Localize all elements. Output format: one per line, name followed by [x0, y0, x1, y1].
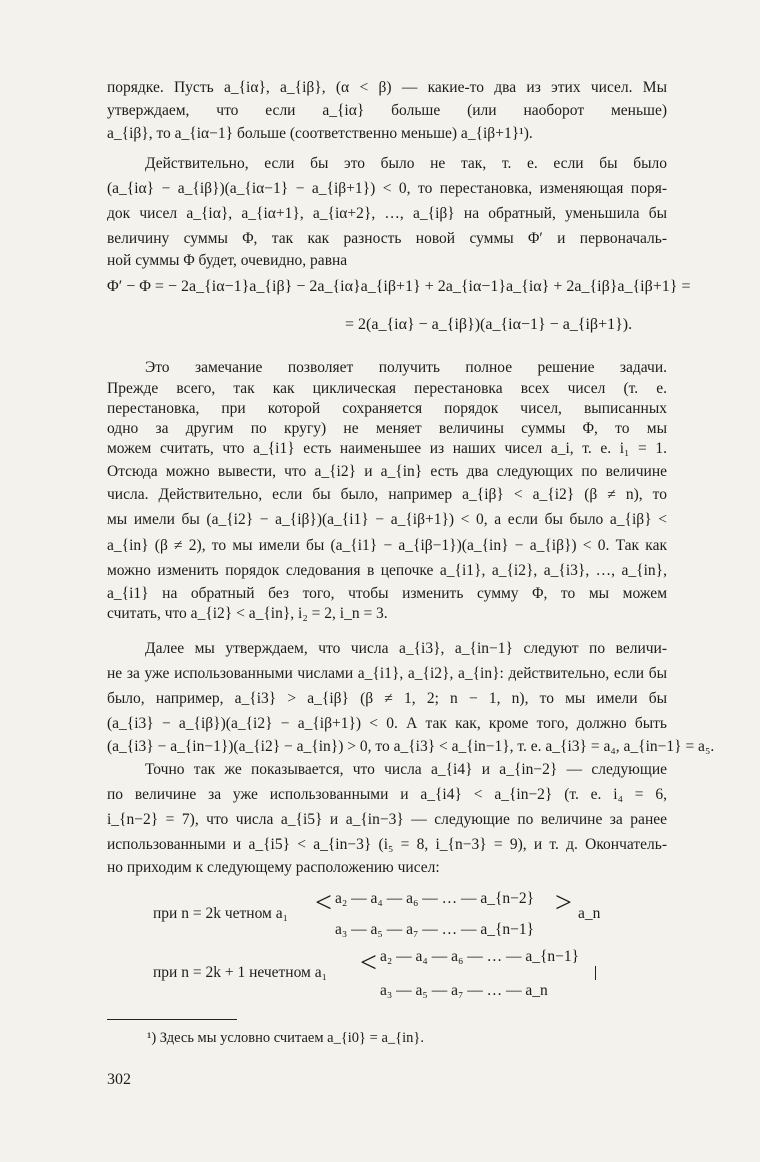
text-line: утверждаем, что если a_{iα} больше (или наоборот меньше) [107, 102, 667, 119]
text-line: (a_{i3} − a_{in−1})(a_{i2} − a_{in}) > 0, то a_{i3} < a_{in−1}, т. е. a_{i3} = a₄, a_{in−1} = a₅. [107, 738, 715, 755]
text-line: Прежде всего, так как циклическая перестановка всех чисел (т. е. [107, 380, 667, 397]
text-line: a_{in} (β ≠ 2), то мы имели бы (a_{i1} − a_{iβ−1})(a_{in} − a_{iβ}) < 0. Так как [107, 537, 667, 554]
text-line: a_{i1} на обратный без того, чтобы изменить сумму Φ, то мы можем [107, 585, 667, 602]
text-line: использованными и a_{i5} < a_{in−3} (i₅ = 8, i_{n−3} = 9), и т. д. Окончатель- [107, 836, 667, 853]
text-line: одно за другим по кругу) не меняет величины суммы Φ, то мы [107, 420, 667, 437]
text-line: (a_{iα} − a_{iβ})(a_{iα−1} − a_{iβ+1}) < 0, то перестановка, изменяющая поря- [107, 180, 667, 197]
text-line: Действительно, если бы это было не так, т. е. если бы было [145, 155, 667, 172]
text-line: Точно так же показывается, что числа a_{i4} и a_{in−2} — следующие [145, 761, 667, 778]
left-brace-icon: < [360, 946, 377, 979]
text-line: док чисел a_{iα}, a_{iα+1}, a_{iα+2}, …, a_{iβ} на обратный, уменьшила бы [107, 205, 667, 222]
text-line: (a_{i3} − a_{iβ})(a_{i2} − a_{iβ+1}) < 0. А так как, кроме того, должно быть [107, 715, 667, 732]
footnote: ¹) Здесь мы условно считаем a_{i0} = a_{in}. [147, 1030, 424, 1046]
text-line: Это замечание позволяет получить полное решение задачи. [145, 359, 667, 376]
equation-line-1: Φ′ − Φ = − 2a_{iα−1}a_{iβ} − 2a_{iα}a_{iβ+1} + 2a_{iα−1}a_{iα} + 2a_{iβ}a_{iβ+1} = [107, 278, 691, 295]
text-line: можем считать, что a_{i1} есть наименьшее из наших чисел a_i, т. е. i₁ = 1. [107, 440, 667, 457]
footnote-rule [107, 1019, 237, 1020]
left-brace-icon: < [315, 886, 332, 919]
text-line: i_{n−2} = 7), что числа a_{i5} и a_{in−3} — следующие по величине за ранее [107, 811, 667, 828]
right-brace-icon: > [555, 886, 572, 919]
text-line: числа. Действительно, если бы было, например a_{iβ} < a_{i2} (β ≠ n), то [107, 486, 667, 503]
even-top-chain: a₂ — a₄ — a₆ — … — a_{n−2} [335, 890, 535, 907]
even-bottom-chain: a₃ — a₅ — a₇ — … — a_{n−1} [335, 921, 535, 938]
text-line: не за уже использованными числами a_{i1}, a_{i2}, a_{in}: действительно, если бы [107, 665, 667, 682]
page-number: 302 [107, 1071, 131, 1088]
text-line: порядке. Пусть a_{iα}, a_{iβ}, (α < β) — какие-то два из этих чисел. Мы [107, 79, 667, 96]
text-line: Отсюда можно вывести, что a_{i2} и a_{in} есть два следующих по величине [107, 463, 667, 480]
text-line: по величине за уже использованными и a_{i4} < a_{in−2} (т. е. i₄ = 6, [107, 786, 667, 803]
equation-line-2: = 2(a_{iα} − a_{iβ})(a_{iα−1} − a_{iβ+1}). [345, 316, 633, 333]
text-line: ной суммы Φ будет, очевидно, равна [107, 252, 348, 269]
even-case-label: при n = 2k четном a₁ [153, 905, 288, 922]
odd-top-chain: a₂ — a₄ — a₆ — … — a_{n−1} [380, 948, 580, 965]
vertical-link [595, 966, 596, 980]
text-line: Далее мы утверждаем, что числа a_{i3}, a_{in−1} следуют по величи- [145, 640, 667, 657]
odd-bottom-chain: a₃ — a₅ — a₇ — … — a_n [380, 982, 548, 999]
odd-case-label: при n = 2k + 1 нечетном a₁ [153, 964, 328, 981]
text-line: мы имели бы (a_{i2} − a_{iβ})(a_{i1} − a_{iβ+1}) < 0, а если бы было a_{iβ} < [107, 511, 667, 528]
text-line: было, например, a_{i3} > a_{iβ} (β ≠ 1, 2; n − 1, n), то мы имели бы [107, 690, 667, 707]
text-line: a_{iβ}, то a_{iα−1} больше (соответственно меньше) a_{iβ+1}¹). [107, 125, 533, 142]
text-line: величину суммы Φ, так как разность новой суммы Φ′ и первоначаль- [107, 230, 667, 247]
text-line: перестановка, при которой сохраняется порядок чисел, выписанных [107, 400, 667, 417]
text-line: можно изменить порядок следования в цепочке a_{i1}, a_{i2}, a_{i3}, …, a_{in}, [107, 562, 667, 579]
even-end-term: a_n [578, 905, 601, 922]
text-line: считать, что a_{i2} < a_{in}, i₂ = 2, i_n = 3. [107, 605, 388, 622]
text-line: но приходим к следующему расположению чисел: [107, 859, 440, 876]
